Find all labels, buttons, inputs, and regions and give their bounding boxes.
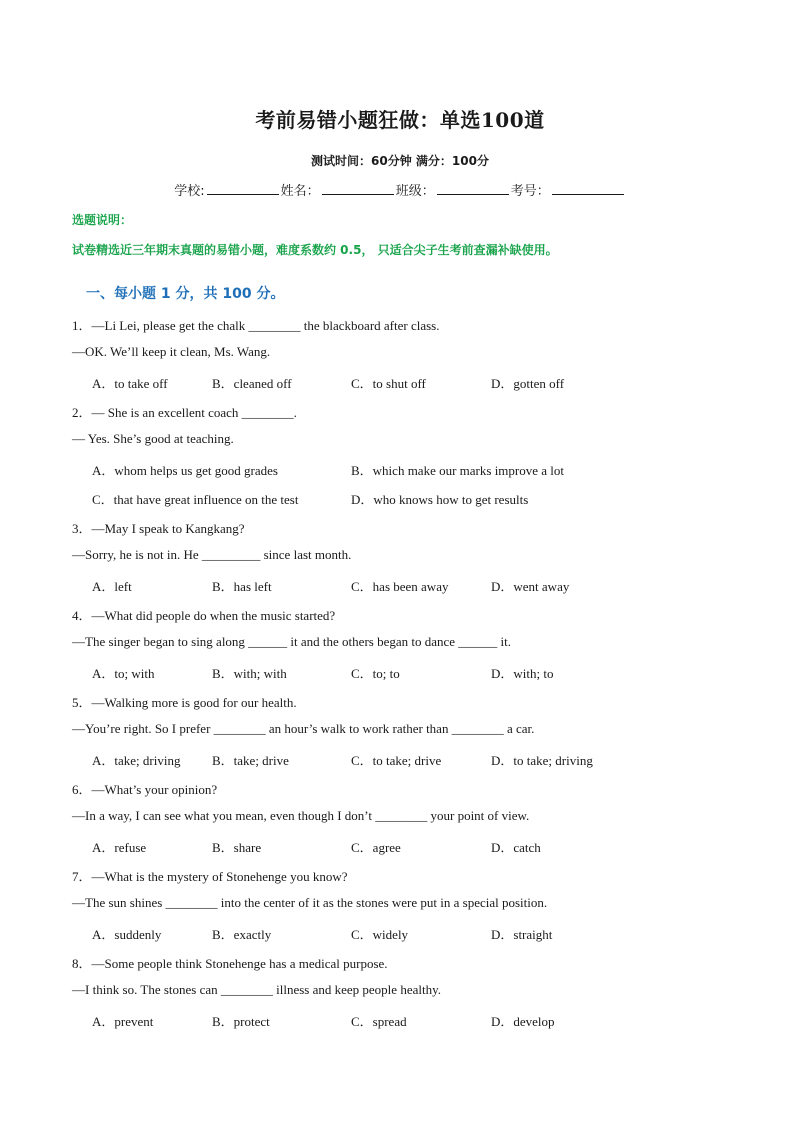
name-label: 姓名： (280, 184, 320, 199)
exam-no-label: 考号： (510, 184, 550, 199)
question-8-line-1: 8．—Some people think Stonehenge has a medical purpose. (72, 956, 388, 971)
question-7-option-b: B．exactly (212, 927, 272, 942)
question-3-line-1: 3．—May I speak to Kangkang? (72, 521, 245, 536)
exam-subtitle: 测试时间：60分钟 满分：100分 (311, 154, 489, 168)
class-blank (437, 182, 509, 195)
question-8-option-b: B．protect (212, 1014, 270, 1029)
question-5-line-1: 5．—Walking more is good for our health. (72, 695, 297, 710)
question-6-option-d: D．catch (491, 840, 541, 855)
question-1-line-2: —OK. We’ll keep it clean, Ms. Wang. (72, 344, 271, 359)
section-title: 一、每小题 1 分，共 100 分。 (86, 286, 285, 302)
question-5-option-d: D．to take; driving (491, 753, 593, 768)
question-5-option-c: C．to take; drive (351, 753, 442, 768)
question-4-line-1: 4．—What did people do when the music started? (72, 608, 336, 623)
question-1-option-b: B．cleaned off (212, 376, 292, 391)
question-2-line-2: — Yes. She’s good at teaching. (72, 431, 234, 446)
question-2-option-a: A．whom helps us get good grades (92, 463, 278, 478)
question-3-option-c: C．has been away (351, 579, 449, 594)
question-3-option-d: D．went away (491, 579, 570, 594)
question-1-option-d: D．gotten off (491, 376, 565, 391)
question-7-option-c: C．widely (351, 927, 409, 942)
question-7-line-1: 7．—What is the mystery of Stonehenge you know? (72, 869, 348, 884)
question-6-line-1: 6．—What’s your opinion? (72, 782, 218, 797)
question-5-option-b: B．take; drive (212, 753, 289, 768)
question-6-option-b: B．share (212, 840, 262, 855)
question-3-option-a: A．left (92, 579, 132, 594)
class-label: 班级： (395, 184, 435, 199)
question-1-option-a: A．to take off (92, 376, 168, 391)
question-8-option-a: A．prevent (92, 1014, 154, 1029)
question-5-line-2: —You’re right. So I prefer ________ an hour’s walk to work rather than ________ a car. (72, 721, 535, 736)
question-7-option-a: A．suddenly (92, 927, 162, 942)
question-1-line-1: 1．—Li Lei, please get the chalk ________ the blackboard after class. (72, 318, 440, 333)
question-5-option-a: A．take; driving (92, 753, 181, 768)
question-8-option-d: D．develop (491, 1014, 555, 1029)
question-2-option-d: D．who knows how to get results (351, 492, 529, 507)
question-6-option-a: A．refuse (92, 840, 147, 855)
question-6-line-2: —In a way, I can see what you mean, even though I don’t ________ your point of view. (72, 808, 530, 823)
question-4-option-d: D．with; to (491, 666, 554, 681)
question-4-option-c: C．to; to (351, 666, 400, 681)
notes-text: 试卷精选近三年期末真题的易错小题，难度系数约 0.5， 只适合尖子生考前查漏补缺使用。 (72, 243, 558, 257)
question-8-option-c: C．spread (351, 1014, 407, 1029)
question-1-option-c: C．to shut off (351, 376, 426, 391)
question-3-option-b: B．has left (212, 579, 272, 594)
student-info-line (0, 180, 800, 199)
question-4-line-2: —The singer began to sing along ______ it and the others began to dance ______ it. (72, 634, 512, 649)
exam-no-blank (552, 182, 624, 195)
question-2-option-b: B．which make our marks improve a lot (351, 463, 565, 478)
question-4-option-a: A．to; with (92, 666, 155, 681)
school-blank (207, 182, 279, 195)
question-4-option-b: B．with; with (212, 666, 287, 681)
question-7-line-2: —The sun shines ________ into the center of it as the stones were put in a special position. (72, 895, 548, 910)
question-7-option-d: D．straight (491, 927, 553, 942)
notes-heading: 选题说明： (72, 213, 133, 227)
page-title: 考前易错小题狂做：单选100道 (255, 108, 545, 132)
question-2-option-c: C．that have great influence on the test (92, 492, 299, 507)
name-blank (322, 182, 394, 195)
question-6-option-c: C．agree (351, 840, 401, 855)
question-3-line-2: —Sorry, he is not in. He _________ since last month. (72, 547, 352, 562)
question-2-line-1: 2．— She is an excellent coach ________. (72, 405, 297, 420)
school-label: 学校: (174, 184, 205, 199)
question-8-line-2: —I think so. The stones can ________ illness and keep people healthy. (72, 982, 441, 997)
